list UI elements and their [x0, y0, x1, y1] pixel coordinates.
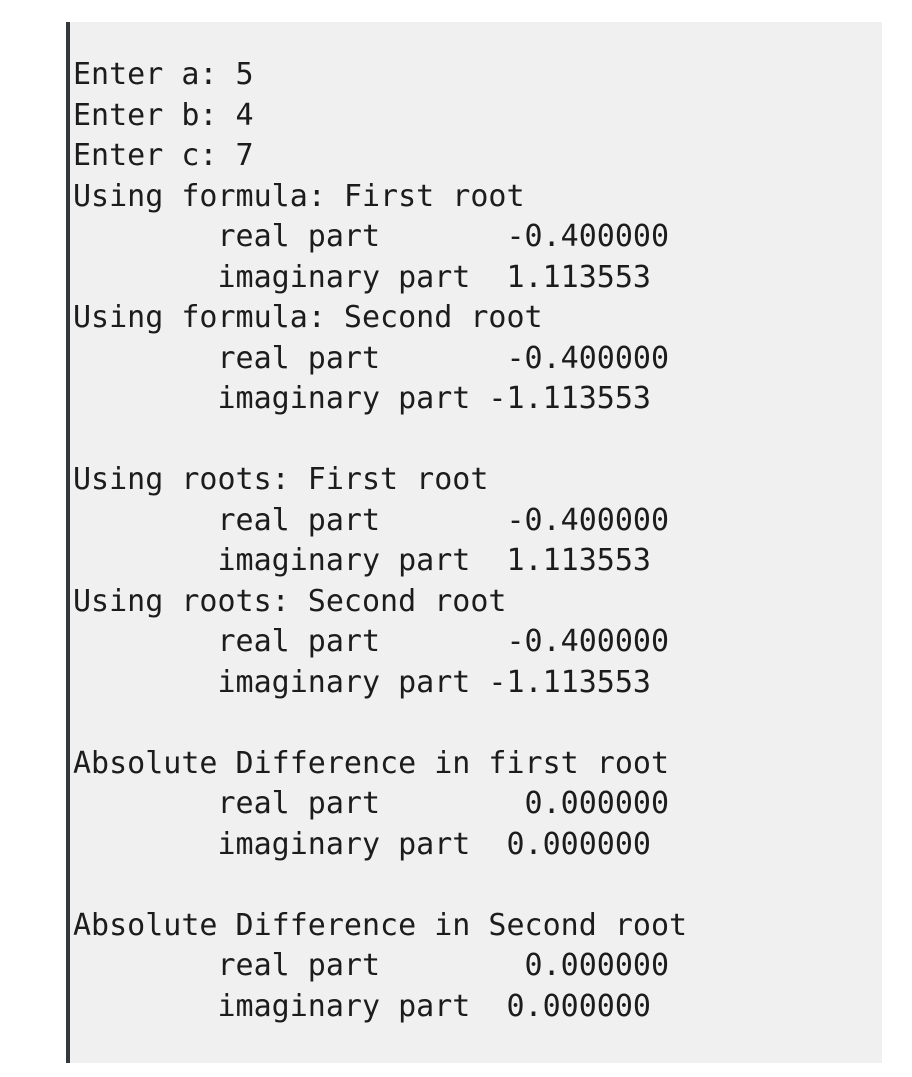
console-line-absdiff-first-real: real part 0.000000: [73, 786, 670, 821]
console-line-absdiff-first-imaginary: imaginary part 0.000000: [73, 826, 651, 862]
console-line-roots-second-real: real part -0.400000: [73, 624, 670, 659]
console-line-formula-second-title: Using formula: Second root: [73, 300, 543, 335]
console-line-absdiff-second-real: real part 0.000000: [73, 948, 670, 983]
console-line-absdiff-first-title: Absolute Difference in first root: [73, 745, 670, 781]
console-line-roots-first-imaginary: imaginary part 1.113553: [73, 543, 651, 578]
console-line-formula-second-real: real part -0.400000: [73, 340, 670, 376]
console-line-blank: [73, 865, 882, 906]
console-line-blank: [73, 703, 882, 744]
console-line-formula-first-real: real part -0.400000: [73, 219, 670, 254]
console-line-formula-first-title: Using formula: First root: [73, 178, 525, 214]
console-line-formula-second-imaginary: imaginary part -1.113553: [73, 381, 651, 416]
console-line-formula-first-imaginary: imaginary part 1.113553: [73, 259, 651, 295]
console-line-input-b: Enter b: 4: [73, 97, 254, 133]
console-line-roots-second-imaginary: imaginary part -1.113553: [73, 664, 651, 700]
console-line-input-c: Enter c: 7: [73, 138, 254, 173]
console-line-roots-first-real: real part -0.400000: [73, 502, 670, 538]
console-line-absdiff-second-title: Absolute Difference in Second root: [73, 907, 688, 943]
console-output-block: [66, 22, 882, 1063]
console-line-roots-second-title: Using roots: Second root: [73, 583, 507, 619]
console-line-absdiff-second-imaginary: imaginary part 0.000000: [73, 988, 651, 1024]
console-line-input-a: Enter a: 5: [73, 57, 254, 92]
console-line-roots-first-title: Using roots: First root: [73, 462, 489, 497]
console-line-blank: [73, 420, 882, 461]
